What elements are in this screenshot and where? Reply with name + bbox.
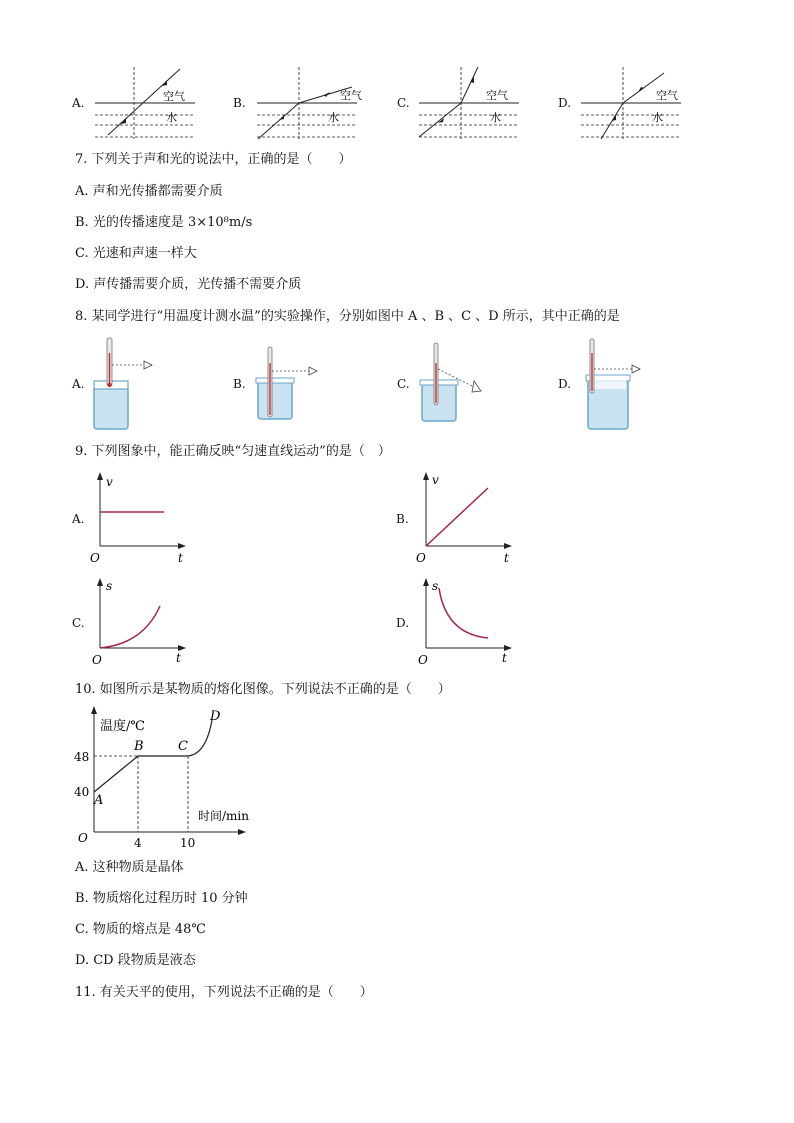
q10-ylabel: 温度/℃ — [100, 719, 145, 734]
q8-option-c-label: C. — [397, 377, 410, 391]
q9-d-t: t — [502, 651, 507, 665]
q6-c-air: 空气 — [486, 89, 508, 102]
q7-stem: 7. 下列关于声和光的说法中，正确的是（ ） — [75, 152, 352, 167]
q9-a-v: v — [106, 475, 113, 489]
q9-d-s: s — [432, 579, 439, 593]
q9-option-b-label: B. — [396, 512, 409, 526]
q8-beaker-d — [582, 335, 672, 435]
q6-option-b-label: B. — [233, 96, 246, 110]
q9-b-v: v — [432, 473, 439, 487]
q8-option-d-label: D. — [558, 377, 572, 391]
q11-stem: 11. 有关天平的使用，下列说法不正确的是（ ） — [75, 985, 373, 1000]
q10-xtick-4: 4 — [134, 836, 142, 850]
q6-diagram-a — [90, 65, 200, 140]
q10-point-d: D — [210, 709, 221, 724]
q10-option-a: A. 这种物质是晶体 — [75, 860, 184, 875]
q9-b-o: O — [416, 551, 426, 565]
q9-d-o: O — [418, 653, 428, 667]
q6-c-water: 水 — [490, 111, 501, 124]
q10-xtick-10: 10 — [180, 836, 196, 850]
q9-stem: 9. 下列图象中，能正确反映“匀速直线运动”的是（ ） — [75, 444, 391, 459]
q6-b-water: 水 — [328, 111, 339, 124]
q10-option-c: C. 物质的熔点是 48℃ — [75, 922, 206, 937]
q9-a-t: t — [178, 551, 183, 565]
q8-option-b-label: B. — [233, 377, 246, 391]
q9-graph-a — [88, 470, 198, 565]
q6-b-air: 空气 — [340, 89, 362, 102]
q10-point-b: B — [134, 739, 144, 754]
q8-beaker-b — [254, 335, 334, 435]
q6-option-d-label: D. — [558, 96, 572, 110]
q6-diagram-b — [252, 65, 362, 140]
q8-option-a-label: A. — [72, 377, 85, 391]
q6-option-c-label: C. — [397, 96, 410, 110]
q6-diagram-d — [576, 65, 686, 140]
q9-option-d-label: D. — [396, 616, 410, 630]
q8-options — [0, 335, 794, 435]
q10-ytick-48: 48 — [74, 750, 90, 764]
q10-melting-graph — [70, 704, 260, 854]
q6-a-air: 空气 — [163, 90, 185, 103]
q6-diagram-c — [414, 65, 524, 140]
q10-stem: 10. 如图所示是某物质的熔化图像。下列说法不正确的是（ ） — [75, 682, 451, 697]
q9-option-c-label: C. — [72, 616, 85, 630]
q9-c-o: O — [92, 653, 102, 667]
q10-option-d: D. CD 段物质是液态 — [75, 953, 196, 968]
q9-a-o: O — [90, 551, 100, 565]
q10-option-b: B. 物质熔化过程历时 10 分钟 — [75, 891, 248, 906]
q10-origin: O — [78, 831, 88, 845]
q10-xlabel: 时间/min — [198, 809, 249, 823]
q6-a-water: 水 — [166, 111, 177, 124]
q9-graph-c — [88, 576, 198, 668]
q7-option-a: A. 声和光传播都需要介质 — [75, 184, 223, 199]
q6-d-water: 水 — [652, 111, 663, 124]
q7-option-d: D. 声传播需要介质，光传播不需要介质 — [75, 277, 302, 292]
q9-c-t: t — [176, 651, 181, 665]
q9-c-s: s — [106, 579, 113, 593]
q10-ytick-40: 40 — [74, 785, 90, 799]
q9-graph-b — [412, 470, 522, 565]
q6-d-air: 空气 — [656, 89, 678, 102]
q8-stem: 8. 某同学进行“用温度计测水温”的实验操作，分别如图中 A 、B 、C 、D 所示，其中正确的是 — [75, 309, 620, 324]
q9-option-a-label: A. — [72, 512, 85, 526]
q6-options — [0, 60, 794, 145]
q7-option-b: B. 光的传播速度是 3×10⁸m/s — [75, 215, 253, 230]
q7-option-c: C. 光速和声速一样大 — [75, 246, 197, 261]
q9-graph-d — [412, 576, 522, 668]
q9-b-t: t — [504, 551, 509, 565]
q6-option-a-label: A. — [72, 96, 85, 110]
q10-point-a: A — [94, 793, 104, 808]
q8-beaker-c — [418, 335, 508, 435]
q10-point-c: C — [178, 739, 188, 754]
q8-beaker-a — [92, 335, 172, 435]
